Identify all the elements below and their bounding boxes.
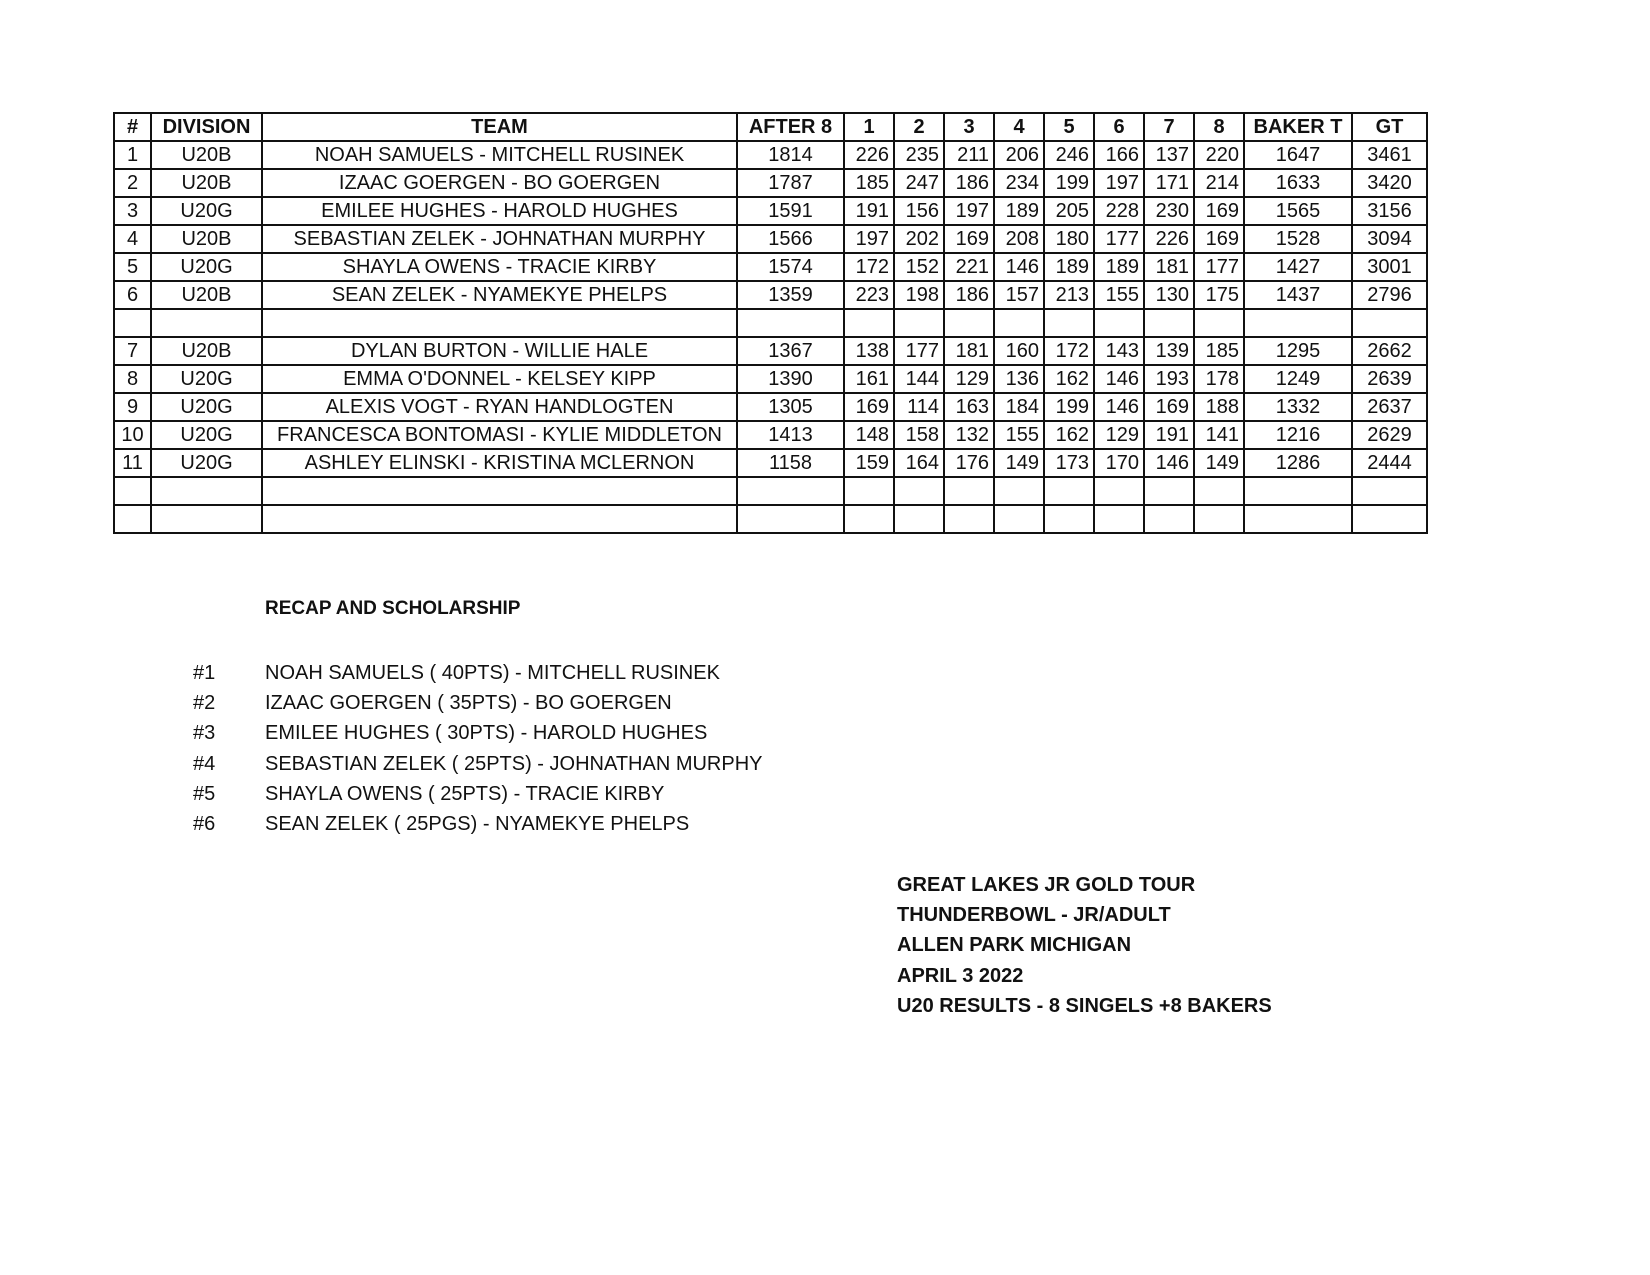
column-header-game-5: 5 — [1044, 113, 1094, 141]
cell-after-8: 1367 — [737, 337, 844, 365]
cell-baker-total: 1427 — [1244, 253, 1352, 281]
cell-game-8: 169 — [1194, 197, 1244, 225]
table-row — [114, 225, 1427, 253]
event-info-line: THUNDERBOWL - JR/ADULT — [897, 904, 1171, 927]
recap-text: SEAN ZELEK ( 25PGS) - NYAMEKYE PHELPS — [265, 812, 690, 835]
cell-game-6: 129 — [1094, 421, 1144, 449]
cell-game-2 — [894, 309, 944, 337]
cell-after-8: 1158 — [737, 449, 844, 477]
cell-game-2 — [894, 505, 944, 533]
cell-baker-total: 1528 — [1244, 225, 1352, 253]
cell-game-7: 230 — [1144, 197, 1194, 225]
cell-game-2: 158 — [894, 421, 944, 449]
cell-game-2: 202 — [894, 225, 944, 253]
cell-game-5: 172 — [1044, 337, 1094, 365]
cell-game-8: 175 — [1194, 281, 1244, 309]
cell-after-8: 1305 — [737, 393, 844, 421]
cell-game-3: 186 — [944, 169, 994, 197]
cell-game-2 — [894, 477, 944, 505]
cell-team — [262, 309, 737, 337]
column-header-grand-total: GT — [1352, 113, 1427, 141]
table-row — [114, 141, 1427, 169]
cell-game-6: 170 — [1094, 449, 1144, 477]
cell-game-4: 160 — [994, 337, 1044, 365]
cell-game-3 — [944, 309, 994, 337]
table-row — [114, 365, 1427, 393]
cell-grand-total: 3420 — [1352, 169, 1427, 197]
cell-rank — [114, 505, 151, 533]
column-header-after-8: AFTER 8 — [737, 113, 844, 141]
cell-after-8: 1814 — [737, 141, 844, 169]
table-body — [114, 141, 1427, 533]
cell-game-8 — [1194, 477, 1244, 505]
cell-game-7: 137 — [1144, 141, 1194, 169]
cell-game-7: 181 — [1144, 253, 1194, 281]
recap-text: SHAYLA OWENS ( 25PTS) - TRACIE KIRBY — [265, 782, 665, 805]
cell-game-4: 136 — [994, 365, 1044, 393]
cell-game-1: 172 — [844, 253, 894, 281]
cell-team: IZAAC GOERGEN - BO GOERGEN — [262, 169, 737, 197]
cell-grand-total: 2629 — [1352, 421, 1427, 449]
cell-game-6: 166 — [1094, 141, 1144, 169]
cell-game-1: 191 — [844, 197, 894, 225]
cell-game-5: 205 — [1044, 197, 1094, 225]
cell-after-8: 1591 — [737, 197, 844, 225]
cell-game-4: 234 — [994, 169, 1044, 197]
cell-game-3: 181 — [944, 337, 994, 365]
cell-grand-total: 3461 — [1352, 141, 1427, 169]
cell-game-4: 184 — [994, 393, 1044, 421]
cell-after-8: 1413 — [737, 421, 844, 449]
event-info-line: ALLEN PARK MICHIGAN — [897, 934, 1132, 957]
cell-grand-total: 2444 — [1352, 449, 1427, 477]
cell-after-8 — [737, 309, 844, 337]
cell-grand-total — [1352, 309, 1427, 337]
cell-game-3: 221 — [944, 253, 994, 281]
cell-game-7: 226 — [1144, 225, 1194, 253]
cell-game-2: 177 — [894, 337, 944, 365]
event-info-line: APRIL 3 2022 — [897, 964, 1024, 987]
cell-game-6 — [1094, 477, 1144, 505]
cell-game-1: 197 — [844, 225, 894, 253]
cell-game-8: 214 — [1194, 169, 1244, 197]
cell-grand-total: 3001 — [1352, 253, 1427, 281]
cell-division: U20G — [151, 365, 262, 393]
cell-after-8 — [737, 477, 844, 505]
cell-game-7: 130 — [1144, 281, 1194, 309]
cell-baker-total: 1437 — [1244, 281, 1352, 309]
cell-game-8 — [1194, 309, 1244, 337]
cell-game-8: 220 — [1194, 141, 1244, 169]
cell-game-6: 146 — [1094, 365, 1144, 393]
cell-game-8: 141 — [1194, 421, 1244, 449]
cell-game-4: 189 — [994, 197, 1044, 225]
event-info-line: U20 RESULTS - 8 SINGELS +8 BAKERS — [897, 994, 1272, 1017]
column-header-game-8: 8 — [1194, 113, 1244, 141]
cell-baker-total — [1244, 505, 1352, 533]
cell-game-4: 146 — [994, 253, 1044, 281]
table-row — [114, 253, 1427, 281]
cell-baker-total: 1633 — [1244, 169, 1352, 197]
cell-grand-total: 2639 — [1352, 365, 1427, 393]
cell-game-4 — [994, 505, 1044, 533]
cell-game-5: 180 — [1044, 225, 1094, 253]
cell-team: EMILEE HUGHES - HAROLD HUGHES — [262, 197, 737, 225]
column-header-game-6: 6 — [1094, 113, 1144, 141]
cell-after-8: 1787 — [737, 169, 844, 197]
cell-team: ALEXIS VOGT - RYAN HANDLOGTEN — [262, 393, 737, 421]
cell-game-5: 199 — [1044, 393, 1094, 421]
recap-rank: #6 — [193, 812, 216, 835]
cell-rank: 9 — [114, 393, 151, 421]
cell-grand-total: 3094 — [1352, 225, 1427, 253]
cell-game-4: 149 — [994, 449, 1044, 477]
column-header-rank: # — [114, 113, 151, 141]
recap-text: SEBASTIAN ZELEK ( 25PTS) - JOHNATHAN MURPHY — [265, 752, 763, 775]
table-header-row — [114, 113, 1427, 141]
cell-division: U20B — [151, 281, 262, 309]
cell-after-8: 1574 — [737, 253, 844, 281]
cell-game-3: 197 — [944, 197, 994, 225]
recap-rank: #1 — [193, 662, 216, 684]
cell-grand-total: 2637 — [1352, 393, 1427, 421]
cell-game-4 — [994, 309, 1044, 337]
table-row — [114, 169, 1427, 197]
cell-game-4: 206 — [994, 141, 1044, 169]
cell-game-6 — [1094, 505, 1144, 533]
recap-rank: #3 — [193, 722, 216, 745]
cell-division: U20G — [151, 197, 262, 225]
cell-division: U20G — [151, 449, 262, 477]
cell-rank: 5 — [114, 253, 151, 281]
cell-game-2: 247 — [894, 169, 944, 197]
recap-text: EMILEE HUGHES ( 30PTS) - HAROLD HUGHES — [265, 722, 708, 745]
recap-rank: #5 — [193, 782, 216, 805]
cell-team — [262, 505, 737, 533]
cell-game-7: 139 — [1144, 337, 1194, 365]
cell-game-3 — [944, 477, 994, 505]
cell-game-1: 161 — [844, 365, 894, 393]
cell-game-7: 193 — [1144, 365, 1194, 393]
cell-game-6: 146 — [1094, 393, 1144, 421]
cell-game-8: 178 — [1194, 365, 1244, 393]
column-header-baker-total: BAKER T — [1244, 113, 1352, 141]
cell-team: SEAN ZELEK - NYAMEKYE PHELPS — [262, 281, 737, 309]
cell-game-1: 223 — [844, 281, 894, 309]
table-row — [114, 197, 1427, 225]
cell-game-5: 246 — [1044, 141, 1094, 169]
cell-after-8: 1359 — [737, 281, 844, 309]
cell-game-7: 171 — [1144, 169, 1194, 197]
cell-rank: 1 — [114, 141, 151, 169]
cell-game-7 — [1144, 505, 1194, 533]
cell-game-7: 169 — [1144, 393, 1194, 421]
cell-game-4: 208 — [994, 225, 1044, 253]
cell-game-7 — [1144, 309, 1194, 337]
cell-game-5: 199 — [1044, 169, 1094, 197]
table-row — [114, 477, 1427, 505]
table-row — [114, 449, 1427, 477]
table-row — [114, 393, 1427, 421]
table-row — [114, 421, 1427, 449]
cell-game-2: 198 — [894, 281, 944, 309]
cell-baker-total: 1332 — [1244, 393, 1352, 421]
cell-rank — [114, 477, 151, 505]
cell-after-8: 1566 — [737, 225, 844, 253]
cell-game-6: 143 — [1094, 337, 1144, 365]
cell-game-5: 213 — [1044, 281, 1094, 309]
cell-rank: 7 — [114, 337, 151, 365]
cell-grand-total — [1352, 477, 1427, 505]
cell-game-3: 176 — [944, 449, 994, 477]
cell-grand-total: 2796 — [1352, 281, 1427, 309]
cell-game-1: 138 — [844, 337, 894, 365]
cell-game-8: 188 — [1194, 393, 1244, 421]
cell-game-5 — [1044, 505, 1094, 533]
cell-game-1: 159 — [844, 449, 894, 477]
cell-game-8: 169 — [1194, 225, 1244, 253]
cell-game-1: 148 — [844, 421, 894, 449]
cell-division: U20G — [151, 421, 262, 449]
cell-game-7: 146 — [1144, 449, 1194, 477]
cell-game-3: 211 — [944, 141, 994, 169]
cell-game-2: 164 — [894, 449, 944, 477]
cell-game-8: 177 — [1194, 253, 1244, 281]
cell-rank: 8 — [114, 365, 151, 393]
recap-text: NOAH SAMUELS ( 40PTS) - MITCHELL RUSINEK — [265, 662, 720, 684]
cell-game-6: 189 — [1094, 253, 1144, 281]
cell-baker-total: 1295 — [1244, 337, 1352, 365]
cell-team: DYLAN BURTON - WILLIE HALE — [262, 337, 737, 365]
cell-game-2: 152 — [894, 253, 944, 281]
column-header-team: TEAM — [262, 113, 737, 141]
cell-game-2: 156 — [894, 197, 944, 225]
recap-title: RECAP AND SCHOLARSHIP — [265, 598, 521, 619]
cell-game-8: 185 — [1194, 337, 1244, 365]
table-row — [114, 281, 1427, 309]
cell-game-8: 149 — [1194, 449, 1244, 477]
cell-grand-total — [1352, 505, 1427, 533]
cell-rank: 2 — [114, 169, 151, 197]
cell-baker-total: 1216 — [1244, 421, 1352, 449]
cell-baker-total — [1244, 477, 1352, 505]
table-row — [114, 337, 1427, 365]
cell-game-1 — [844, 309, 894, 337]
cell-game-6: 197 — [1094, 169, 1144, 197]
cell-grand-total: 3156 — [1352, 197, 1427, 225]
cell-game-5 — [1044, 477, 1094, 505]
cell-game-1: 226 — [844, 141, 894, 169]
column-header-game-1: 1 — [844, 113, 894, 141]
cell-game-3: 186 — [944, 281, 994, 309]
cell-baker-total: 1647 — [1244, 141, 1352, 169]
cell-team: SHAYLA OWENS - TRACIE KIRBY — [262, 253, 737, 281]
cell-game-3: 129 — [944, 365, 994, 393]
cell-division: U20B — [151, 141, 262, 169]
cell-after-8: 1390 — [737, 365, 844, 393]
cell-team — [262, 477, 737, 505]
cell-game-2: 235 — [894, 141, 944, 169]
cell-rank: 3 — [114, 197, 151, 225]
cell-game-2: 144 — [894, 365, 944, 393]
cell-baker-total: 1286 — [1244, 449, 1352, 477]
cell-division — [151, 309, 262, 337]
cell-baker-total — [1244, 309, 1352, 337]
cell-after-8 — [737, 505, 844, 533]
cell-division — [151, 477, 262, 505]
event-info — [897, 870, 1272, 1021]
cell-team: FRANCESCA BONTOMASI - KYLIE MIDDLETON — [262, 421, 737, 449]
column-header-game-2: 2 — [894, 113, 944, 141]
cell-game-4 — [994, 477, 1044, 505]
cell-game-1: 169 — [844, 393, 894, 421]
results-table — [113, 112, 1428, 534]
cell-rank: 4 — [114, 225, 151, 253]
recap-rank: #2 — [193, 692, 216, 715]
cell-baker-total: 1565 — [1244, 197, 1352, 225]
cell-game-1 — [844, 505, 894, 533]
cell-game-4: 155 — [994, 421, 1044, 449]
column-header-game-3: 3 — [944, 113, 994, 141]
cell-rank: 6 — [114, 281, 151, 309]
cell-game-5 — [1044, 309, 1094, 337]
column-header-game-4: 4 — [994, 113, 1044, 141]
cell-game-5: 162 — [1044, 365, 1094, 393]
cell-game-2: 114 — [894, 393, 944, 421]
cell-game-7 — [1144, 477, 1194, 505]
cell-game-3: 163 — [944, 393, 994, 421]
cell-game-5: 162 — [1044, 421, 1094, 449]
cell-game-3: 169 — [944, 225, 994, 253]
cell-team: ASHLEY ELINSKI - KRISTINA MCLERNON — [262, 449, 737, 477]
cell-game-3 — [944, 505, 994, 533]
table-row — [114, 309, 1427, 337]
cell-game-5: 173 — [1044, 449, 1094, 477]
cell-game-5: 189 — [1044, 253, 1094, 281]
cell-baker-total: 1249 — [1244, 365, 1352, 393]
cell-game-8 — [1194, 505, 1244, 533]
cell-game-1 — [844, 477, 894, 505]
column-header-game-7: 7 — [1144, 113, 1194, 141]
cell-division: U20B — [151, 225, 262, 253]
recap-text: IZAAC GOERGEN ( 35PTS) - BO GOERGEN — [265, 692, 672, 715]
event-info-line: GREAT LAKES JR GOLD TOUR — [897, 874, 1196, 896]
cell-team: EMMA O'DONNEL - KELSEY KIPP — [262, 365, 737, 393]
cell-division: U20B — [151, 337, 262, 365]
cell-rank: 11 — [114, 449, 151, 477]
cell-team: NOAH SAMUELS - MITCHELL RUSINEK — [262, 141, 737, 169]
cell-division: U20G — [151, 393, 262, 421]
cell-division — [151, 505, 262, 533]
cell-game-6: 177 — [1094, 225, 1144, 253]
recap-rank: #4 — [193, 752, 216, 775]
cell-grand-total: 2662 — [1352, 337, 1427, 365]
cell-game-3: 132 — [944, 421, 994, 449]
cell-rank — [114, 309, 151, 337]
table-row — [114, 505, 1427, 533]
cell-game-6: 155 — [1094, 281, 1144, 309]
cell-game-7: 191 — [1144, 421, 1194, 449]
column-header-division: DIVISION — [151, 113, 262, 141]
cell-game-6 — [1094, 309, 1144, 337]
cell-team: SEBASTIAN ZELEK - JOHNATHAN MURPHY — [262, 225, 737, 253]
cell-division: U20G — [151, 253, 262, 281]
cell-game-1: 185 — [844, 169, 894, 197]
cell-game-4: 157 — [994, 281, 1044, 309]
cell-rank: 10 — [114, 421, 151, 449]
cell-division: U20B — [151, 169, 262, 197]
cell-game-6: 228 — [1094, 197, 1144, 225]
